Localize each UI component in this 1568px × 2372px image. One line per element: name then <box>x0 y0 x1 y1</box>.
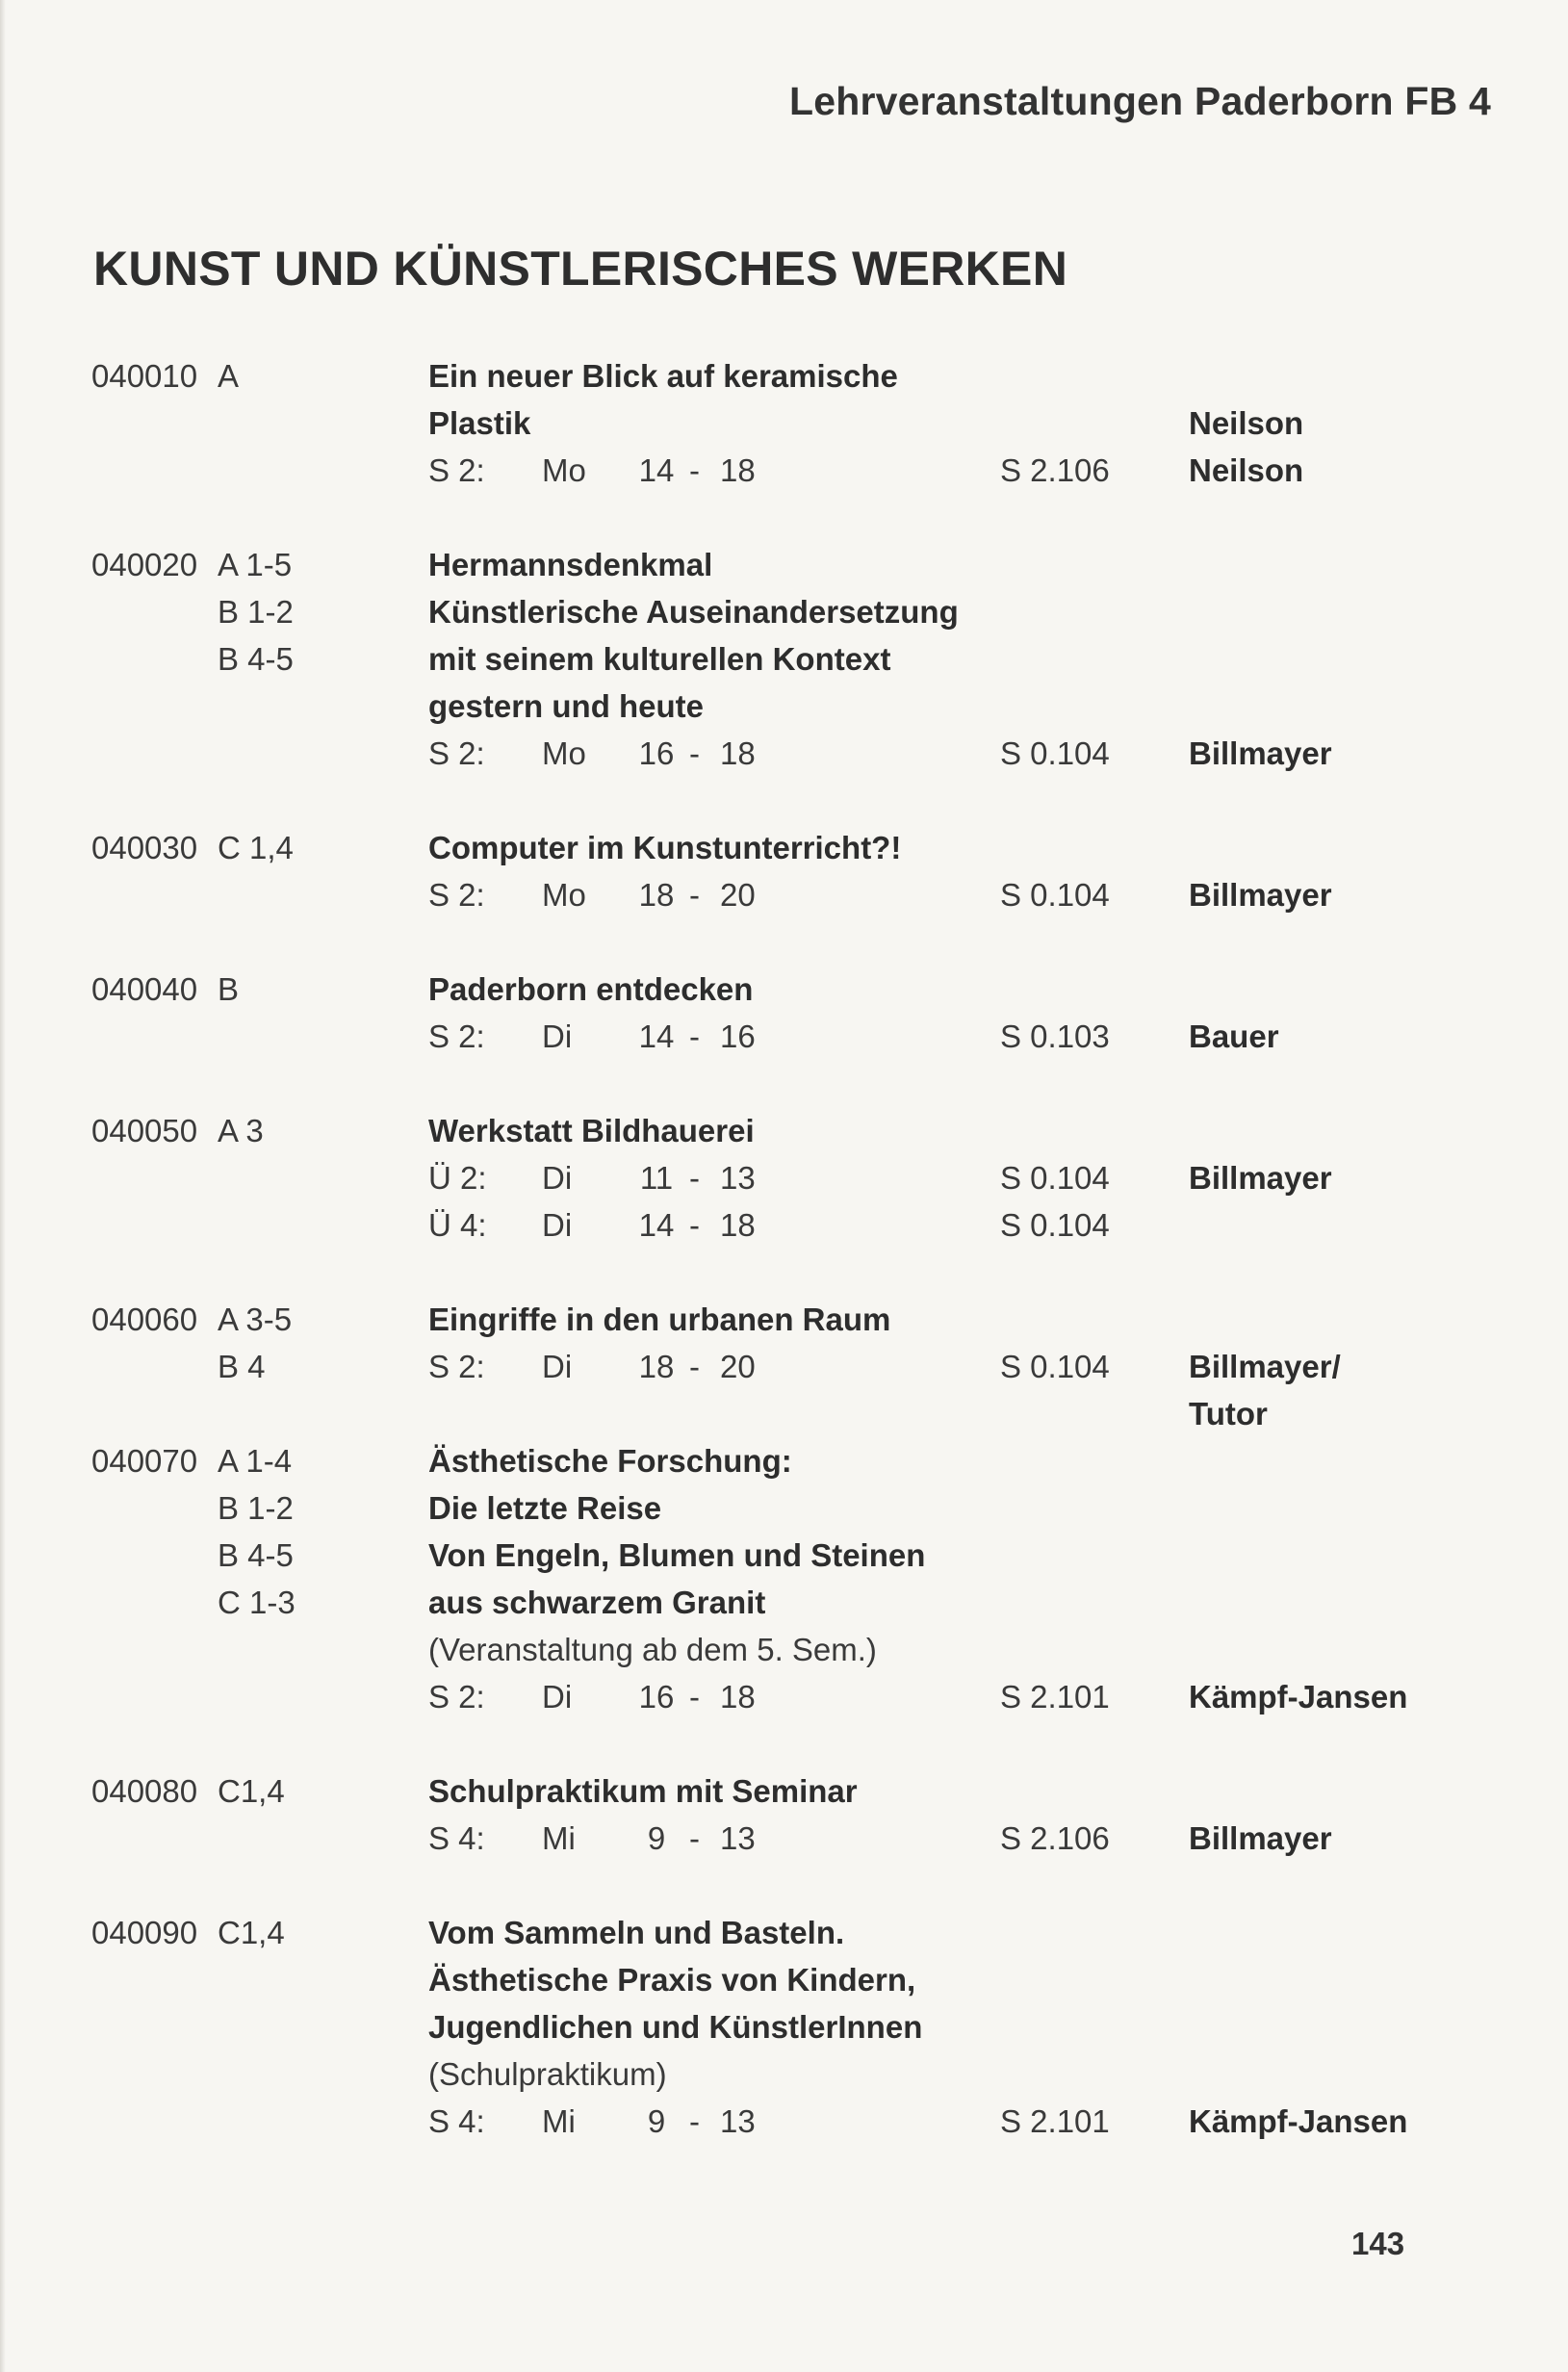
session-lecturer: Billmayer/ <box>1189 1349 1341 1384</box>
course-title: Ästhetische Praxis von Kindern, <box>428 1962 916 1998</box>
course-module: B 4-5 <box>218 641 294 677</box>
course-title: aus schwarzem Granit <box>428 1585 766 1620</box>
session-lecturer: Billmayer <box>1189 1160 1332 1196</box>
course-title: Paderborn entdecken <box>428 971 754 1007</box>
session-end: 13 <box>720 1820 756 1856</box>
session-start: 18 <box>638 877 675 913</box>
course-title: Computer im Kunstunterricht?! <box>428 830 902 865</box>
session-start: 16 <box>638 735 675 771</box>
session-lecturer: Kämpf-Jansen <box>1189 2103 1408 2139</box>
course-module: A <box>218 358 240 394</box>
section-title: KUNST UND KÜNSTLERISCHES WERKEN <box>93 242 1068 296</box>
session-row <box>0 1013 1568 1060</box>
course-module: C1,4 <box>218 1773 285 1809</box>
session-dash: - <box>689 1160 700 1196</box>
course-title: Von Engeln, Blumen und Steinen <box>428 1537 926 1573</box>
session-room: S 0.104 <box>1000 877 1110 913</box>
session-lecturer: Billmayer <box>1189 1820 1332 1856</box>
course-number: 040080 <box>91 1773 198 1809</box>
session-type: S 4: <box>428 2103 485 2139</box>
session-end: 16 <box>720 1018 756 1054</box>
session-type: S 2: <box>428 1349 485 1384</box>
session-dash: - <box>689 735 700 771</box>
course-number: 040030 <box>91 830 198 865</box>
session-start: 14 <box>638 1018 675 1054</box>
session-start: 11 <box>639 1160 674 1196</box>
course-title: Werkstatt Bildhauerei <box>428 1113 755 1148</box>
session-row <box>0 730 1568 777</box>
session-start: 9 <box>647 2103 666 2139</box>
session-dash: - <box>689 1820 700 1856</box>
session-dash: - <box>689 452 700 488</box>
session-start: 18 <box>638 1349 675 1384</box>
session-start: 9 <box>647 1820 666 1856</box>
session-day: Mo <box>542 877 586 913</box>
course-title: Künstlerische Auseinandersetzung <box>428 594 959 630</box>
course-module: A 1-5 <box>218 547 293 582</box>
session-row <box>0 447 1568 494</box>
session-dash: - <box>689 1018 700 1054</box>
course-number: 040090 <box>91 1915 198 1950</box>
course-module: B 4-5 <box>218 1537 294 1573</box>
course-module: B 1-2 <box>218 594 294 630</box>
session-day: Di <box>542 1349 573 1384</box>
course-note: (Schulpraktikum) <box>428 2056 667 2092</box>
course-module: A 1-4 <box>218 1443 293 1479</box>
session-type: S 4: <box>428 1820 485 1856</box>
session-start: 16 <box>638 1679 675 1715</box>
session-end: 20 <box>720 1349 756 1384</box>
session-lecturer: Billmayer <box>1189 735 1332 771</box>
page-number: 143 <box>1351 2226 1405 2261</box>
course-title: Die letzte Reise <box>428 1490 662 1526</box>
course-module: C 1,4 <box>218 830 294 865</box>
session-lecturer: Neilson <box>1189 452 1304 488</box>
session-dash: - <box>689 1349 700 1384</box>
session-end: 18 <box>720 452 756 488</box>
course-title: Eingriffe in den urbanen Raum <box>428 1302 891 1337</box>
course-title: gestern und heute <box>428 688 705 724</box>
session-day: Di <box>542 1160 573 1196</box>
session-room: S 2.106 <box>1000 1820 1110 1856</box>
course-module: B <box>218 971 240 1007</box>
session-room: S 0.104 <box>1000 1160 1110 1196</box>
session-dash: - <box>689 2103 700 2139</box>
session-type: S 2: <box>428 735 485 771</box>
session-row <box>0 871 1568 918</box>
session-type: S 2: <box>428 877 485 913</box>
session-day: Mo <box>542 452 586 488</box>
running-header: Lehrveranstaltungen Paderborn FB 4 <box>788 79 1491 123</box>
session-type: S 2: <box>428 452 485 488</box>
course-module: B 4 <box>218 1349 266 1384</box>
course-module: A 3-5 <box>218 1302 293 1337</box>
course-number: 040040 <box>91 971 198 1007</box>
session-lecturer: Billmayer <box>1189 877 1332 913</box>
session-end: 13 <box>720 2103 756 2139</box>
course-title: Hermannsdenkmal <box>428 547 713 582</box>
session-end: 18 <box>720 1679 756 1715</box>
session-type: Ü 2: <box>428 1160 487 1196</box>
session-row <box>0 2098 1568 2145</box>
course-title: Jugendlichen und KünstlerInnen <box>428 2009 923 2045</box>
session-room: S 0.104 <box>1000 735 1110 771</box>
session-dash: - <box>689 1207 700 1243</box>
course-number: 040050 <box>91 1113 198 1148</box>
session-lecturer-continued: Tutor <box>1189 1396 1268 1431</box>
session-start: 14 <box>638 452 675 488</box>
session-day: Di <box>542 1679 573 1715</box>
session-row <box>0 1201 1568 1249</box>
session-lecturer: Bauer <box>1189 1018 1279 1054</box>
course-title: Ästhetische Forschung: <box>428 1443 792 1479</box>
course-module: B 1-2 <box>218 1490 294 1526</box>
session-start: 14 <box>638 1207 675 1243</box>
session-type: S 2: <box>428 1679 485 1715</box>
course-module: C 1-3 <box>218 1585 296 1620</box>
course-module: C1,4 <box>218 1915 285 1950</box>
session-room: S 2.101 <box>1000 1679 1110 1715</box>
course-title: Schulpraktikum mit Seminar <box>428 1773 858 1809</box>
session-row <box>0 1673 1568 1720</box>
session-type: Ü 4: <box>428 1207 487 1243</box>
course-note: (Veranstaltung ab dem 5. Sem.) <box>428 1632 877 1667</box>
session-end: 18 <box>720 1207 756 1243</box>
course-number: 040020 <box>91 547 198 582</box>
session-end: 20 <box>720 877 756 913</box>
session-day: Di <box>542 1018 573 1054</box>
session-room: S 0.104 <box>1000 1207 1110 1243</box>
session-row <box>0 1154 1568 1201</box>
session-room: S 0.104 <box>1000 1349 1110 1384</box>
session-day: Di <box>542 1207 573 1243</box>
course-title: Plastik <box>428 405 531 441</box>
course-number: 040070 <box>91 1443 198 1479</box>
session-day: Mo <box>542 735 586 771</box>
course-module: A 3 <box>218 1113 264 1148</box>
session-room: S 2.101 <box>1000 2103 1110 2139</box>
session-type: S 2: <box>428 1018 485 1054</box>
session-day: Mi <box>542 2103 576 2139</box>
session-end: 13 <box>720 1160 756 1196</box>
course-title: Vom Sammeln und Basteln. <box>428 1915 845 1950</box>
session-room: S 0.103 <box>1000 1018 1110 1054</box>
course-title: mit seinem kulturellen Kontext <box>428 641 891 677</box>
session-lecturer: Kämpf-Jansen <box>1189 1679 1408 1715</box>
course-lecturer: Neilson <box>1189 405 1304 441</box>
session-row <box>0 1343 1568 1390</box>
session-day: Mi <box>542 1820 576 1856</box>
session-room: S 2.106 <box>1000 452 1110 488</box>
course-title: Ein neuer Blick auf keramische <box>428 358 898 394</box>
session-end: 18 <box>720 735 756 771</box>
session-dash: - <box>689 1679 700 1715</box>
session-dash: - <box>689 877 700 913</box>
course-number: 040060 <box>91 1302 198 1337</box>
course-number: 040010 <box>91 358 198 394</box>
session-row <box>0 1815 1568 1862</box>
